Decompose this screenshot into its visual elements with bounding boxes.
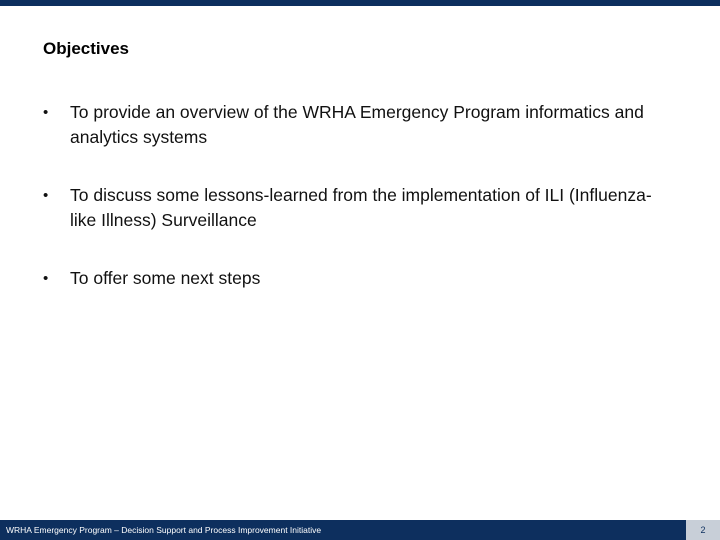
objectives-list (43, 100, 663, 324)
bullet-item (43, 266, 663, 291)
bullet-text: To provide an overview of the WRHA Emergency Program informatics and analytics systems (70, 102, 644, 147)
footer-bar (0, 520, 720, 540)
bullet-dot-icon: • (43, 187, 49, 204)
slide-title: Objectives (43, 39, 129, 58)
bullet-dot-icon: • (43, 104, 49, 121)
footer-text: WRHA Emergency Program – Decision Support and Process Improvement Initiative (6, 525, 322, 535)
bullet-text: To offer some next steps (70, 268, 261, 288)
bullet-text: To discuss some lessons-learned from the implementation of ILI (Influenza-like Illness) Surveillance (70, 185, 652, 230)
bullet-item (43, 100, 663, 150)
page-number: 2 (686, 520, 720, 540)
bullet-item (43, 183, 663, 233)
bullet-dot-icon: • (43, 270, 49, 287)
top-accent-bar (0, 0, 720, 6)
